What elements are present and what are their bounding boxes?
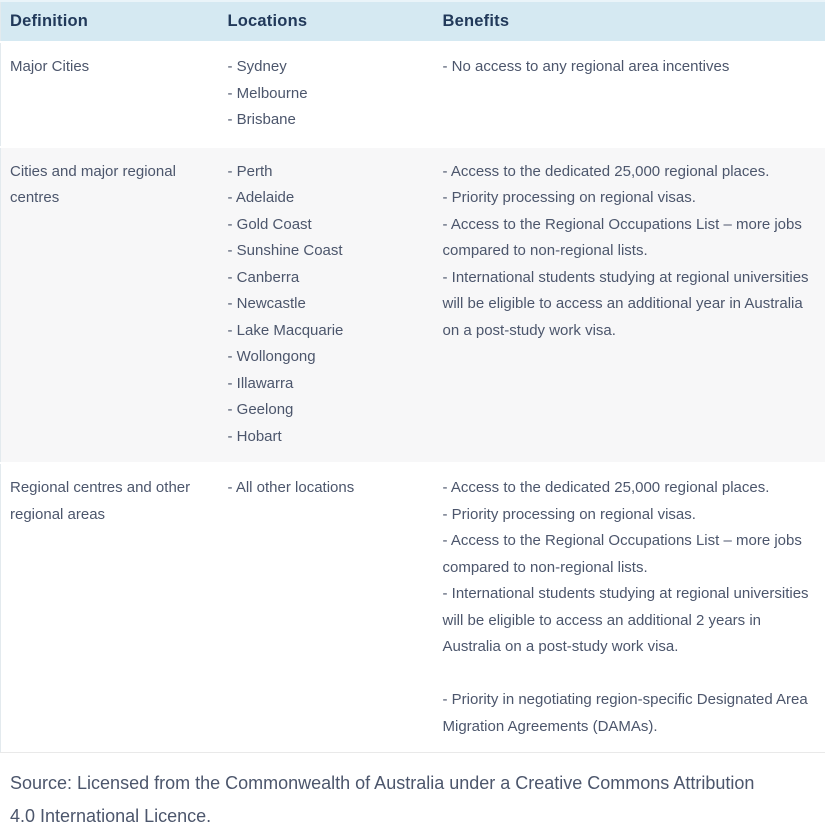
column-header-definition: Definition — [1, 1, 219, 42]
location-item: - Sunshine Coast — [228, 238, 428, 265]
location-item: - Adelaide — [228, 185, 428, 212]
benefits-cell — [434, 463, 825, 753]
location-item: - All other locations — [228, 475, 428, 502]
location-item: - Canberra — [228, 265, 428, 292]
benefit-item: - No access to any regional area incentives — [443, 54, 820, 81]
locations-cell — [219, 147, 434, 464]
location-item: - Sydney — [228, 54, 428, 81]
benefit-item — [443, 661, 820, 688]
locations-cell — [219, 42, 434, 147]
benefit-item: - Access to the dedicated 25,000 regional places. — [443, 475, 820, 502]
location-item: - Hobart — [228, 424, 428, 451]
benefit-item: - International students studying at regional universities will be eligible to access an additional year in Australia on a post-study work visa. — [443, 265, 820, 345]
benefits-cell — [434, 147, 825, 464]
table-row-regional-centres-other-areas — [1, 463, 825, 753]
location-item: - Gold Coast — [228, 212, 428, 239]
table-header — [1, 1, 825, 42]
table-row-major-cities — [1, 42, 825, 147]
benefits-cell — [434, 42, 825, 147]
location-item: - Melbourne — [228, 81, 428, 108]
table-row-cities-major-regional-centres — [1, 147, 825, 464]
location-item: - Perth — [228, 159, 428, 186]
benefit-item: - Priority in negotiating region-specific Designated Area Migration Agreements (DAMAs). — [443, 687, 820, 740]
location-item: - Newcastle — [228, 291, 428, 318]
location-item: - Geelong — [228, 397, 428, 424]
header-row — [1, 1, 825, 42]
definition-cell: Regional centres and other regional areas — [1, 463, 219, 753]
column-header-benefits: Benefits — [434, 1, 825, 42]
definition-cell: Cities and major regional centres — [1, 147, 219, 464]
column-header-locations: Locations — [219, 1, 434, 42]
benefit-item: - Access to the dedicated 25,000 regional places. — [443, 159, 820, 186]
location-item: - Wollongong — [228, 344, 428, 371]
location-item: - Brisbane — [228, 107, 428, 134]
definition-cell: Major Cities — [1, 42, 219, 147]
benefit-item: - Access to the Regional Occupations List – more jobs compared to non-regional lists. — [443, 528, 820, 581]
benefit-item: - Priority processing on regional visas. — [443, 185, 820, 212]
location-item: - Lake Macquarie — [228, 318, 428, 345]
source-note: Source: Licensed from the Commonwealth of Australia under a Creative Commons Attribution 4.0 International Licence. — [0, 753, 790, 839]
benefit-item: - Priority processing on regional visas. — [443, 502, 820, 529]
locations-cell — [219, 463, 434, 753]
benefit-item: - International students studying at regional universities will be eligible to access an additional 2 years in Australia on a post-study work visa. — [443, 581, 820, 661]
location-item: - Illawarra — [228, 371, 428, 398]
benefit-item: - Access to the Regional Occupations List – more jobs compared to non-regional lists. — [443, 212, 820, 265]
